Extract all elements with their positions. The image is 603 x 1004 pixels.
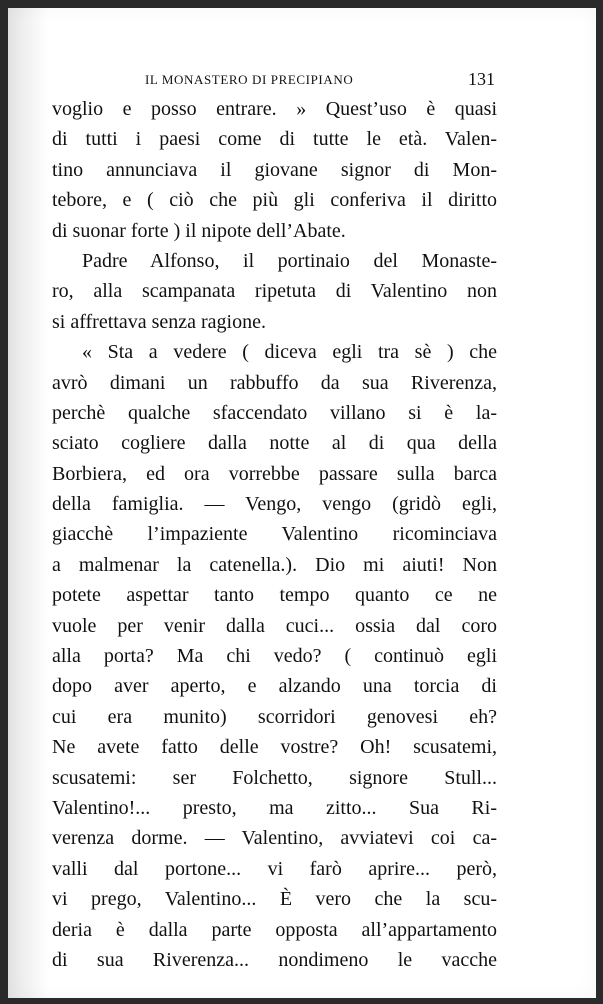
book-page [8,8,596,998]
text-line: avrò dimani un rabbuffo da sua Riverenza, [52,371,497,394]
text-line: sciato cogliere dalla notte al di qua della [52,432,497,455]
text-line: di suonar forte ) il nipote dell’Abate. [52,219,346,242]
text-line: Valentino!... presto, ma zitto... Sua Ri- [52,796,497,819]
text-line: si affrettava senza ragione. [52,310,266,333]
page-header [145,69,495,92]
text-line: Padre Alfonso, il portinaio del Monaste- [82,249,497,272]
text-line: vi prego, Valentino... È vero che la scu- [52,888,497,911]
text-line: tino annunciava il giovane signor di Mon- [52,158,497,181]
text-line: « Sta a vedere ( diceva egli tra sè ) che [82,341,497,364]
text-line: deria è dalla parte opposta all’appartamento [52,918,497,941]
text-line: giacchè l’impaziente Valentino ricominciava [52,523,497,546]
text-line: di sua Riverenza... nondimeno le vacche [52,948,497,971]
text-line: vuole per venir dalla cuci... ossia dal coro [52,614,497,637]
text-line: ro, alla scampanata ripetuta di Valentino non [52,280,497,303]
text-line: della famiglia. — Vengo, vengo (gridò egli, [52,493,497,516]
text-line: Borbiera, ed ora vorrebbe passare sulla barca [52,462,497,485]
body-text [52,94,497,975]
text-line: scusatemi: ser Folchetto, signore Stull... [52,766,497,789]
text-line: voglio e posso entrare. » Quest’uso è quasi [52,98,497,120]
page-number: 131 [468,69,495,89]
text-line: valli dal portone... vi farò aprire... però, [52,857,497,880]
spine-shadow [8,8,48,998]
text-line: verenza dorme. — Valentino, avviatevi coi ca- [52,827,497,850]
text-line: tebore, e ( ciò che più gli conferiva il diritto [52,189,497,212]
text-line: potete aspettar tanto tempo quanto ce ne [52,584,497,607]
text-line: cui era munito) scorridori genovesi eh? [52,705,497,728]
text-line: Ne avete fatto delle vostre? Oh! scusatemi, [52,736,497,759]
text-line: di tutti i paesi come di tutte le età. Valen- [52,128,497,151]
text-line: alla porta? Ma chi vedo? ( continuò egli [52,645,497,668]
text-line: dopo aver aperto, e alzando una torcia di [52,675,497,698]
text-line: a malmenar la catenella.). Dio mi aiuti! Non [52,553,497,576]
text-line: perchè qualche sfaccendato villano si è la- [52,401,497,424]
running-title: IL MONASTERO DI PRECIPIANO [145,72,354,87]
